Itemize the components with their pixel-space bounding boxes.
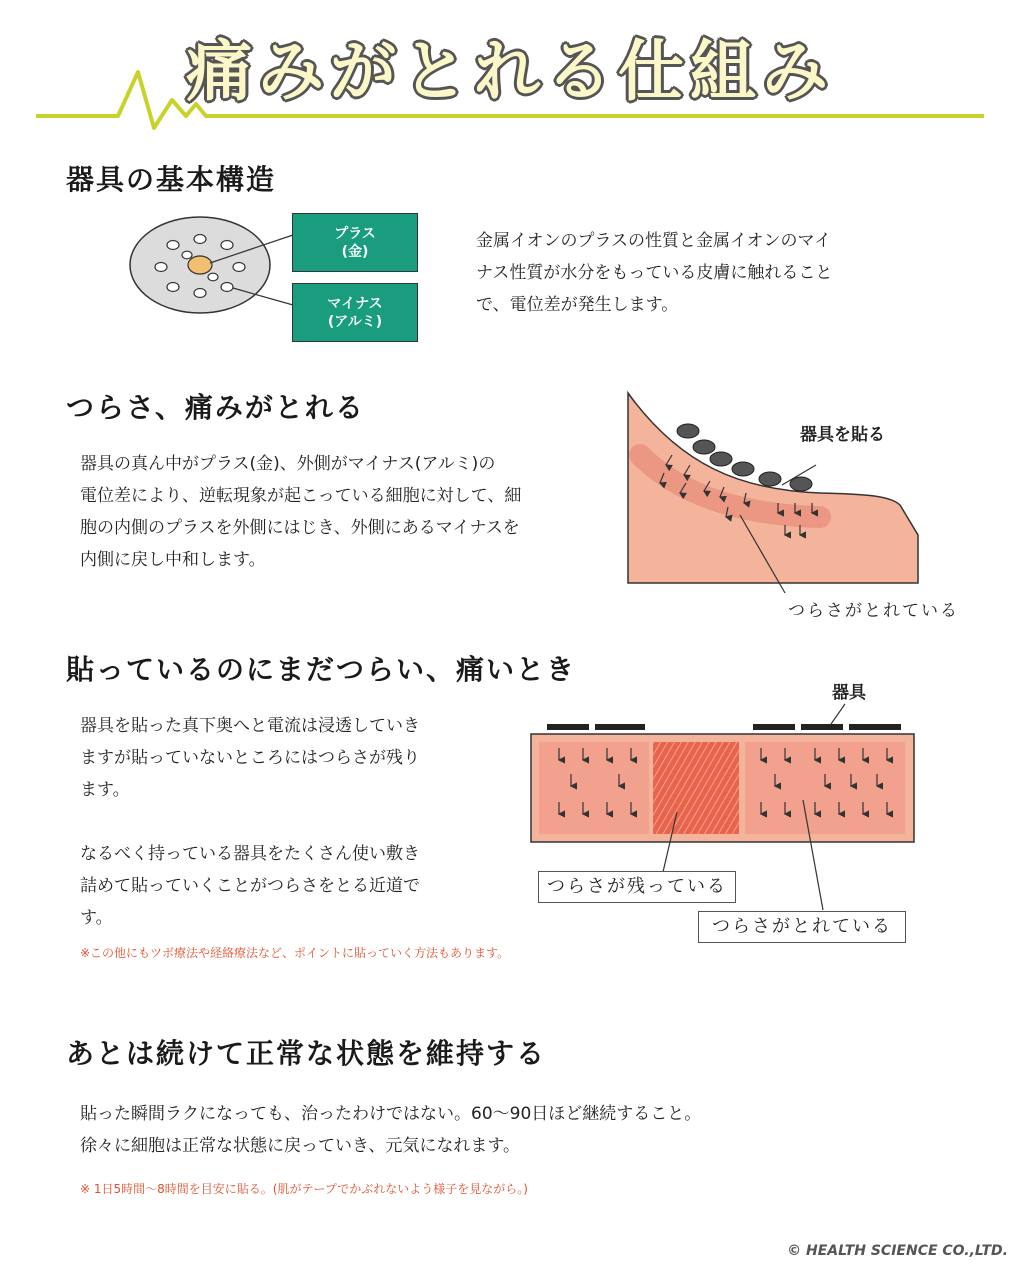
plus-label: プラス — [334, 225, 376, 242]
structure-description — [476, 225, 916, 321]
text-line: 器具を貼った真下奥へと電流は浸透していき — [80, 716, 420, 736]
text-line: 詰めて貼っていくことがつらさをとる近道で — [80, 876, 420, 896]
label-pain-remaining: つらさが残っている — [538, 871, 736, 903]
text-line: 内側に戻し中和します。 — [80, 550, 266, 570]
text-line: で、電位差が発生します。 — [476, 295, 679, 315]
text-line: ナス性質が水分をもっている皮膚に触れること — [476, 263, 833, 283]
section-heading-structure: 器具の基本構造 — [66, 163, 277, 196]
page-title: 痛みがとれる仕組み — [186, 33, 834, 110]
title-pulse-line — [0, 0, 1020, 140]
section-heading-maintain: あとは続けて正常な状態を維持する — [66, 1037, 547, 1070]
minus-sub-label: (アルミ) — [327, 313, 383, 330]
label-apply-device: 器具を貼る — [800, 425, 885, 445]
minus-label: マイナス — [327, 295, 383, 312]
maintain-description — [80, 1098, 840, 1162]
text-line: ます。 — [80, 780, 130, 800]
minus-aluminum-box — [292, 283, 418, 342]
text-line: 胞の内側のプラスを外側にはじき、外側にあるマイナスを — [80, 518, 520, 538]
text-line: 金属イオンのプラスの性質と金属イオンのマイ — [476, 231, 832, 251]
text-line: す。 — [80, 908, 113, 928]
label-pain-relieved: つらさがとれている — [788, 601, 959, 621]
plus-sub-label: (金) — [341, 243, 369, 260]
relief-description — [80, 448, 600, 576]
text-line: なるべく持っている器具をたくさん使い敷き — [80, 844, 420, 864]
skin-curve-diagram — [620, 385, 930, 595]
copyright: © HEALTH SCIENCE CO.,LTD. — [787, 1243, 1008, 1259]
text-line: ますが貼っていないところにはつらさが残り — [80, 748, 420, 768]
usage-note: ※ 1日5時間〜8時間を目安に貼る。(肌がテープでかぶれないよう様子を見ながら。) — [80, 1182, 528, 1196]
text-line: 徐々に細胞は正常な状態に戻っていき、元気になれます。 — [80, 1136, 520, 1156]
text-line: 電位差により、逆転現象が起こっている細胞に対して、細 — [80, 486, 522, 506]
still-pain-description — [80, 710, 500, 934]
section-heading-relief: つらさ、痛みがとれる — [66, 391, 365, 424]
text-line: 貼った瞬間ラクになっても、治ったわけではない。60〜90日ほど継続すること。 — [80, 1104, 702, 1124]
label-pain-relieved-2: つらさがとれている — [698, 911, 906, 943]
tsubo-note: ※この他にもツボ療法や経絡療法など、ポイントに貼っていく方法もあります。 — [80, 946, 510, 960]
label-device: 器具 — [832, 683, 866, 703]
text-line: 器具の真ん中がプラス(金)、外側がマイナス(アルミ)の — [80, 454, 496, 474]
plus-gold-box — [292, 213, 418, 272]
text-line — [80, 806, 500, 838]
section-heading-still-pain: 貼っているのにまだつらい、痛いとき — [66, 653, 577, 686]
